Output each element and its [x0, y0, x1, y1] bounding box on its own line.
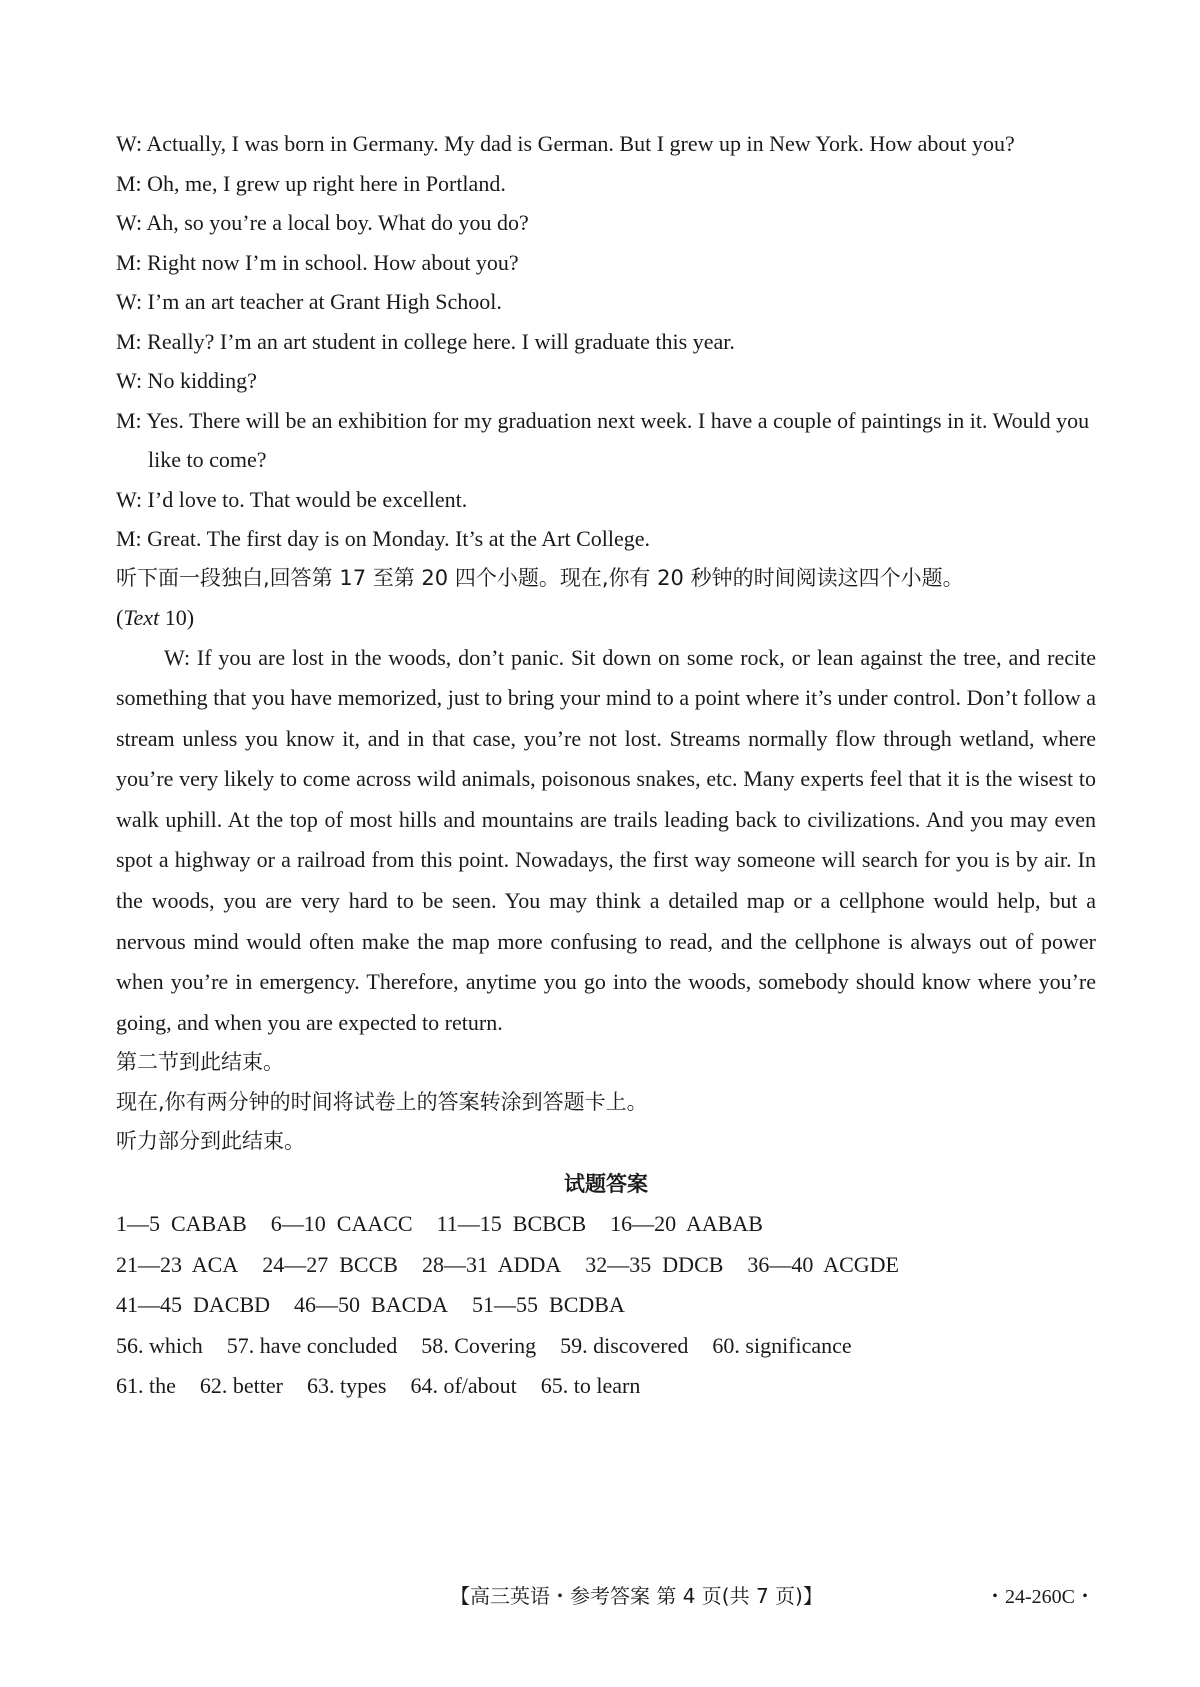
answer-item: 65. to learn	[540, 1373, 641, 1399]
footer-code: ・24-260C・	[985, 1586, 1095, 1608]
answer-row	[116, 1366, 1096, 1407]
answer-item: 64. of/about	[410, 1373, 517, 1399]
dialogue-line: M: Oh, me, I grew up right here in Portland.	[116, 170, 506, 196]
footer-page-info: 【高三英语・参考答案 第 4 页(共 7 页)】	[450, 1584, 823, 1608]
answer-item: 58. Covering	[421, 1332, 537, 1358]
answer-item: 56. which	[116, 1332, 203, 1358]
answer-item: 21—23 ACA	[116, 1251, 239, 1277]
dialogue-line: W: I’d love to. That would be excellent.	[116, 486, 468, 512]
instruction-text: 听下面一段独白,回答第 17 至第 20 四个小题。现在,你有 20 秒钟的时间阅读这四个小题。	[116, 565, 964, 590]
dialogue-line: M: Right now I’m in school. How about you?	[116, 249, 519, 275]
text-label-rest: 10)	[159, 605, 195, 630]
answer-row	[116, 1204, 1096, 1245]
answer-item: 60. significance	[712, 1332, 852, 1358]
answer-item: 6—10 CAACC	[270, 1210, 413, 1236]
monologue-paragraph: W: If you are lost in the woods, don’t panic. Sit down on some rock, or lean against the tree, and recite something that you have memorized, just to bring your mind to a point where it’s under control. Don’t follow a stream unless you know it, and in that case, you’re not lost. Streams normally flow through wetland, where you’re very likely to come across wild animals, poisonous snakes, etc. Many experts feel that it is the wisest to walk uphill. At the top of most hills and mountains are trails leading back to civilizations. And you may even spot a highway or a railroad from this point. Nowadays, the first way someone will search for you is by air. In the woods, you are very hard to be seen. You may think a detailed map or a cellphone would help, but a nervous mind would often make the map more confusing to read, and the cellphone is always out of power when you’re in emergency. Therefore, anytime you go into the woods, somebody should know where you’re going, and when you are expected to return.	[116, 644, 1096, 1035]
answer-item: 36—40 ACGDE	[747, 1251, 899, 1277]
dialogue-line: W: No kidding?	[116, 368, 257, 393]
closing-line-1: 第二节到此结束。	[116, 1050, 284, 1075]
answer-item: 1—5 CABAB	[116, 1210, 247, 1236]
answer-item: 59. discovered	[560, 1332, 689, 1358]
answer-item: 63. types	[306, 1373, 387, 1399]
closing-line-2: 现在,你有两分钟的时间将试卷上的答案转涂到答题卡上。	[116, 1089, 648, 1114]
answer-row	[116, 1326, 1096, 1367]
answer-item: 24—27 BCCB	[262, 1251, 398, 1277]
dialogue-line: W: Actually, I was born in Germany. My dad is German. But I grew up in New York. How about you?	[116, 131, 1015, 156]
answer-item: 51—55 BCDBA	[472, 1292, 625, 1318]
text-label-open: (	[116, 605, 124, 630]
dialogue-line: M: Really? I’m an art student in college here. I will graduate this year.	[116, 328, 735, 354]
answer-item: 32—35 DDCB	[585, 1251, 724, 1277]
dialogue-section	[116, 124, 1096, 559]
closing-line-3: 听力部分到此结束。	[116, 1129, 305, 1154]
text-label	[116, 598, 1096, 638]
answer-item: 57. have concluded	[226, 1332, 398, 1358]
dialogue-line: M: Yes. There will be an exhibition for my graduation next week. I have a couple of paintings in it. Would you like to come?	[116, 407, 1090, 472]
answer-item: 11—15 BCBCB	[436, 1210, 587, 1236]
text-label-italic: Text	[123, 605, 160, 630]
answer-item: 28—31 ADDA	[421, 1251, 562, 1277]
answer-row	[116, 1285, 1096, 1326]
answer-item: 16—20 AABAB	[610, 1210, 763, 1236]
dialogue-line: W: I’m an art teacher at Grant High School.	[116, 289, 502, 314]
dialogue-line: W: Ah, so you’re a local boy. What do you do?	[116, 210, 529, 235]
answers-title: 试题答案	[564, 1171, 648, 1196]
dialogue-line: M: Great. The first day is on Monday. It’s at the Art College.	[116, 526, 651, 551]
answer-row	[116, 1245, 1096, 1286]
answer-item: 46—50 BACDA	[294, 1292, 449, 1318]
answer-item: 61. the	[116, 1373, 176, 1399]
answers-section	[116, 1204, 1096, 1407]
document-body	[116, 124, 1096, 1407]
answer-item: 62. better	[199, 1373, 283, 1399]
answer-item: 41—45 DACBD	[116, 1292, 271, 1318]
